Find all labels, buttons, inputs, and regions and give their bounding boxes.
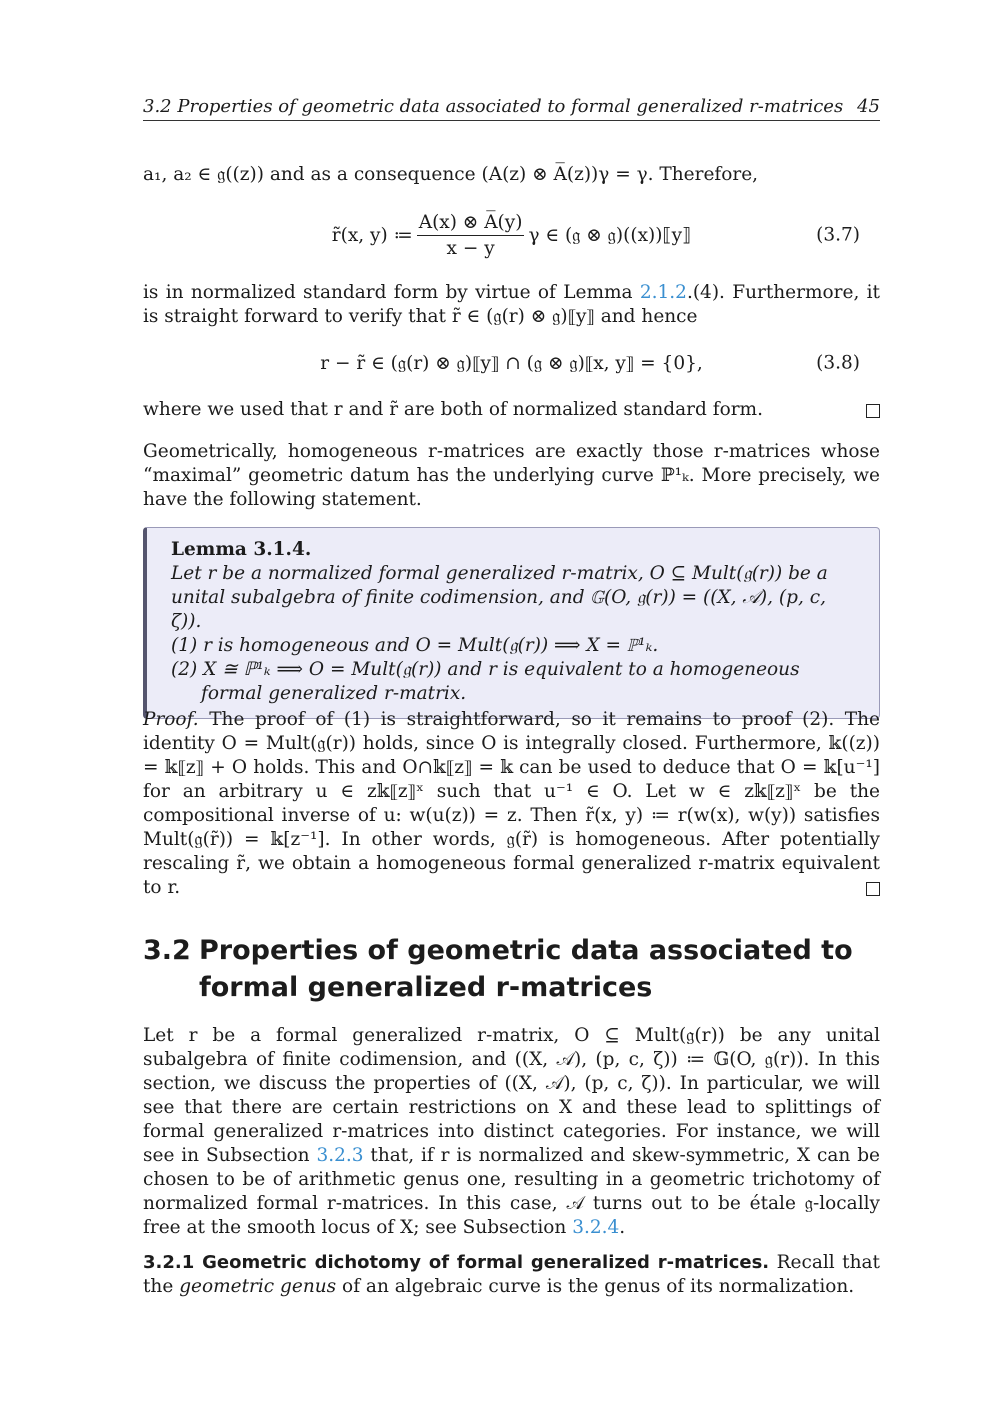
- proof-para-2: [143, 281, 880, 329]
- subsection-title: 3.2.1 Geometric dichotomy of formal generalized r-matrices.: [143, 1252, 770, 1273]
- eq38-label: (3.8): [816, 352, 860, 374]
- section-text-a: Let r be a formal generalized r-matrix, O ⊆ Mult(𝔤(r)) be any unital subalgebra of finite codimension, and ((X, 𝒜), (p, c, ζ)) ≔ 𝔾(O, 𝔤(r)). In this section, we discuss the properties of ((X, 𝒜), (p, c, ζ)). In particular, we will see that there are certain restrictions on X and these lead to splittings of formal generalized r-matrices into distinct categories. For instance, we will see in Subsection: [143, 1025, 880, 1166]
- lemma-item-1: (1) r is homogeneous and O = Mult(𝔤(r)) ⟹ X = ℙ¹ₖ.: [171, 635, 659, 656]
- lemma-ref-link[interactable]: 2.1.2: [639, 282, 687, 303]
- subsection-ref-3-2-4[interactable]: 3.2.4: [572, 1217, 620, 1238]
- equation-3-8: [143, 340, 880, 386]
- eq37-denominator: x − y: [446, 237, 495, 259]
- section-heading: [143, 932, 880, 1006]
- header-title: 3.2 Properties of geometric data associated to formal generalized r-matrices: [143, 96, 844, 117]
- subsection-text-a: Recall that the: [143, 1252, 880, 1297]
- proof-line-1: a₁, a₂ ∈ 𝔤((z)) and as a consequence (A(z) ⊗ A̅(z))γ = γ. Therefore,: [143, 164, 759, 185]
- intro-text: Geometrically, homogeneous r-matrices are exactly those r-matrices whose “maximal” geometric datum has the underlying curve ℙ¹ₖ. More precisely, we have the following statement.: [143, 441, 880, 510]
- eq37-label: (3.7): [816, 224, 860, 246]
- lemma-item-2: (2) X ≅ ℙ¹ₖ ⟹ O = Mult(𝔤(r)) and r is equivalent to a homogeneous formal generalized r-matrix.: [171, 659, 800, 704]
- section-number: 3.2: [143, 935, 191, 966]
- proof-para-3: [143, 398, 880, 422]
- section-text-c: .: [619, 1217, 626, 1238]
- qed-symbol: [866, 404, 880, 418]
- lemma-box: [143, 527, 880, 719]
- subsection-ref-3-2-3[interactable]: 3.2.3: [316, 1145, 364, 1166]
- proof-label: Proof.: [143, 709, 199, 730]
- proof-para-3-text: where we used that r and r̃ are both of normalized standard form.: [143, 399, 763, 420]
- eq38-body: r − r̃ ∈ (𝔤(r) ⊗ 𝔤)⟦y⟧ ∩ (𝔤 ⊗ 𝔤)⟦x, y⟧ = {0},: [320, 352, 703, 374]
- proof-para-2b: .(4). Furthermore, it is straight forward to verify that r̃ ∈ (𝔤(r) ⊗ 𝔤)⟦y⟧ and hence: [143, 282, 880, 327]
- qed-symbol: [866, 882, 880, 896]
- equation-3-7: [143, 212, 880, 258]
- section-text-b: that, if r is normalized and skew-symmetric, X can be chosen to be of arithmetic genus one, resulting in a geometric trichotomy of normalized formal r-matrices. In this case, 𝒜 turns out to be étale 𝔤-locally free at the smooth locus of X; see Subsection: [143, 1145, 880, 1238]
- proof-text: The proof of (1) is straightforward, so it remains to proof (2). The identity O = Mult(𝔤(r)) holds, since O is integrally closed. Furthermore, 𝕜((z)) = 𝕜⟦z⟧ + O holds. This and O∩𝕜⟦z⟧ = 𝕜 can be used to deduce that O = 𝕜[u⁻¹] for an arbitrary u ∈ z𝕜⟦z⟧ˣ such that u⁻¹ ∈ O. Let w ∈ z𝕜⟦z⟧ˣ be the compositional inverse of u: w(u(z)) = z. Then r̃(x, y) ≔ r(w(x), w(y)) satisfies Mult(𝔤(r̃)) = 𝕜[z⁻¹]. In other words, 𝔤(r̃) is homogeneous. After potentially rescaling r̃, we obtain a homogeneous formal generalized r-matrix equivalent to r.: [143, 709, 880, 898]
- lemma-title: Lemma 3.1.4.: [171, 539, 312, 560]
- subsection-text-b: of an algebraic curve is the genus of its normalization.: [336, 1276, 855, 1297]
- section-title: Properties of geometric data associated to formal generalized r-matrices: [199, 935, 853, 1003]
- running-header: [143, 96, 880, 121]
- proof-block: [143, 708, 880, 900]
- eq37-lhs: r̃(x, y) ≔: [331, 224, 413, 246]
- subsection-term: geometric genus: [179, 1276, 337, 1297]
- proof-continuation: [143, 163, 880, 187]
- eq37-numerator: A(x) ⊗ A̅(y): [417, 212, 525, 236]
- intro-paragraph: [143, 440, 880, 512]
- eq37-rhs: γ ∈ (𝔤 ⊗ 𝔤)((x))⟦y⟧: [528, 224, 692, 246]
- lemma-statement: Let r be a normalized formal generalized r-matrix, O ⊆ Mult(𝔤(r)) be a unital subalgebra of finite codimension, and 𝔾(O, 𝔤(r)) = ((X, 𝒜), (p, c, ζ)).: [171, 563, 828, 632]
- eq37-fraction: [417, 212, 525, 259]
- page-number: 45: [857, 96, 880, 117]
- proof-para-2a: is in normalized standard form by virtue of Lemma: [143, 282, 640, 303]
- section-paragraph: [143, 1024, 880, 1240]
- subsection-paragraph: [143, 1251, 880, 1299]
